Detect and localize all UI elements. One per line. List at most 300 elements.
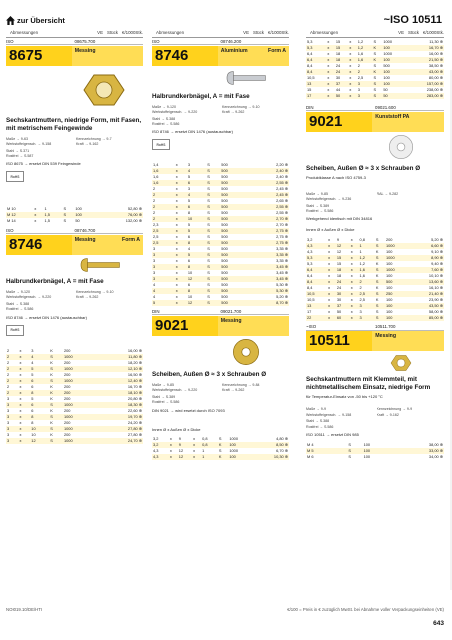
table-cell: x [192, 454, 201, 460]
table-cell: 10 [187, 216, 206, 222]
hex-nut-illustration [74, 70, 134, 110]
table-cell: 2 [152, 192, 175, 198]
table-row[interactable] [152, 300, 289, 306]
table-cell: 3,35 ⊕ [276, 246, 288, 252]
table-cell: 4,3 [307, 248, 313, 254]
table-cell: x [350, 279, 359, 285]
table-cell: x [326, 69, 334, 75]
table-cell: x [350, 308, 353, 314]
home-icon[interactable] [6, 16, 15, 25]
table-cell: 500 [220, 276, 246, 282]
table-cell: 5 [187, 174, 190, 180]
table-cell: 500 [220, 192, 246, 198]
table-cell: x [175, 210, 178, 216]
table-cell: 12,40 ⊕ [95, 378, 143, 384]
table-cell: 2,75 ⊕ [276, 234, 288, 240]
table-cell: 6,4 [306, 267, 327, 273]
table-cell: K [50, 371, 53, 377]
table-cell: 2 [359, 284, 362, 290]
rohs-badge: RoHS [152, 139, 170, 150]
table-cell: S [207, 282, 210, 288]
table-cell: 500 [221, 294, 228, 300]
table-cell: 3,2 [153, 435, 159, 441]
table-cell: 100 [363, 442, 371, 448]
table-cell: 2,40 ⊕ [276, 174, 288, 180]
table-cell: x [18, 426, 30, 432]
table-cell: x [326, 57, 334, 63]
table-cell: S [206, 228, 220, 234]
table-cell: K [375, 248, 379, 254]
product-9021-brass: DIN 09021.700 9021 Messing Scheiben, Außen Ø ≈ 3 x Schrauben Ø Maße → 9-85 Kennzeichnung → 9-84 Werkstoffeigensch. → 9-220 Kraft → 9-262 Stahl → S.389 Rostfrei → S.586 DIN 9021 → wird ersetzt durch ISO 7093 Innen Ø x Außen Ø x Dicke 3,2 x 9 x 0,8 S 1000 4,80 ⊕ 3,2 x 9 x 0,8 K 100 8,50 ⊕ 4,3 x 12 x 1 S 1000 6,70 ⊕ 4,3 x 12 x 1 K 100 10,30 ⊕ [152, 309, 288, 459]
product-9021-plastic: DIN 09021.600 9021 Kunststoff PA Scheiben, Außen Ø ≈ 3 x Schrauben Ø Produktklasse A nach ISO 4759-3 Maße → 9-85 RAL → 9-282 Werkstoffeigensch. → 9-236 Stahl → S.389 Rostfrei → S.586 Werkgehend identisch mit DIN 34816 Innen Ø x Außen Ø x Dicke 3,2 x 9 x 0,8 S 200 5,20 ⊕ 4,3 x 12 x 1 S 1000 6,60 ⊕ 4,3 x 12 x 1 K 100 9,10 ⊕ 5,3 x 15 x 1,2 S 1000 8,90 ⊕ 5,3 x 15 x 1,2 K 100 9,40 ⊕ 6,4 x 18 x 1,6 S 1000 7,60 ⊕ 6,4 x 18 x 1,6 K 100 10,10 ⊕ 8,4 x 24 x 2 S 500 13,60 ⊕ 8,4 x 24 x 2 K 100 16,10 ⊕ 10,5 x 30 x 2,5 S 250 21,40 ⊕ 10,5 x 30 x 2,5 K 100 23,90 ⊕ 13 x 37 x 3 S 100 43,50 ⊕ 17 x 50 x 3 S 100 58,00 ⊕ 22 x 60 x 3 S 100 85,00 ⊕ [306, 104, 443, 320]
table-cell: 80,00 ⊕ [428, 75, 443, 80]
table-cell: 2,20 ⊕ [276, 162, 288, 168]
table-cell: 3 [153, 270, 156, 276]
table-cell: 4 [153, 282, 156, 288]
table-row[interactable] [6, 438, 143, 444]
table-cell: 9 [178, 435, 181, 441]
size-table [6, 206, 143, 224]
table-cell: x [350, 248, 353, 254]
table-cell: x [350, 260, 353, 266]
table-cell: x [175, 252, 187, 258]
table-cell: 44 [335, 87, 341, 92]
table-cell: 5,3 [307, 260, 313, 266]
table-cell: 1,5 [43, 212, 62, 218]
product-banner[interactable]: 9021 Kunststoff PA [306, 112, 444, 132]
table-cell: 2 [6, 378, 18, 384]
table-cell: 4,80 ⊕ [276, 435, 288, 441]
table-cell: x [175, 168, 187, 174]
table-cell: K [218, 454, 228, 460]
column-2: Abmessungen VE Stück €/1000Stk. ISO 08746.200 8746 Aluminium Form A Halbrundkerbnägel, A = mit Fase Maße → 9-120 Kennzeichnung → 9-10 Werkstoffeigensch. → 9-220 Kraft → 9-262 Stahl → S.388 Rostfrei → S.586 ISO 8746 → ersetzt DIN 1476 (austauschbar) RoHS 1,4 x 3 S 500 2,20 ⊕ 1,6 x 4 S 500 2,40 ⊕ 1,6 x 5 S 500 2,40 ⊕ 1,6 x 6 S 500 2,55 ⊕ 2 x 3 S 500 2,45 ⊕ 2 x 4 S 500 2,45 ⊕ 2 x 5 S 500 2,65 ⊕ 2 x 6 S 500 2,55 ⊕ 2 x 8 S 500 2,55 ⊕ 2 x 10 S 500 2,70 ⊕ 2,3 x 5 S 500 2,70 ⊕ 2,5 x 5 S 500 2,75 ⊕ 2,5 x 6 S 500 2,75 ⊕ 2,5 x 8 S 500 2,75 ⊕ 3 x 4 S 500 3,35 ⊕ 3 x 5 S 500 3,35 ⊕ 3 x 6 S 500 3,35 ⊕ 3 x 8 S 500 3,45 ⊕ 3 x 10 S 500 3,45 ⊕ 3 x 12 S 500 3,45 ⊕ 4 x 6 S 500 5,30 ⊕ 4 x 8 S 500 5,30 ⊕ 4 x 10 S 500 5,20 ⊕ 5 x 12 S 500 8,70 ⊕ DIN 09021.700 9021 Messing Scheiben, Außen Ø ≈ 3 x Schrauben Ø Maße → 9-85 Kennzeichnung → 9-84 Werkstoffeigensch. → 9-220 Kraft → 9-262 Stahl → S.389 Rostfrei → S.586 DIN 9021 → wird ersetzt durch ISO 7093 Innen Ø x Außen Ø x Dicke 3,2 x 9 x 0,8 S 1000 4,80 ⊕ 3,2 x 9 x 0,8 K 100 8,50 ⊕ 4,3 x 12 x 1 S 1000 6,70 ⊕ 4,3 x 12 x 1 K 100 10,30 ⊕ [152, 30, 289, 459]
table-cell: x [327, 39, 330, 44]
table-cell: 3 [7, 395, 10, 401]
table-cell: x [326, 45, 334, 51]
table-cell: S [218, 447, 222, 453]
table-cell: x [175, 216, 187, 222]
table-cell: S [63, 212, 75, 218]
table-cell: x [18, 378, 30, 384]
table-cell: x [19, 395, 22, 401]
table-cell: 1000 [385, 255, 408, 261]
table-cell: K [373, 45, 383, 51]
table-cell: x [327, 303, 336, 309]
table-cell: 3 [6, 402, 18, 408]
table-cell: 3,45 ⊕ [276, 270, 288, 276]
table-cell: 3 [31, 347, 34, 353]
table-cell: 6 [31, 407, 34, 413]
size-table [152, 162, 289, 306]
table-cell: 1 [201, 454, 218, 460]
table-cell: M 12 [6, 212, 33, 218]
table-cell: 3,35 ⊕ [276, 258, 288, 264]
table-cell: K [375, 296, 379, 302]
rohs-badge: RoHS [6, 171, 24, 182]
table-cell: S [375, 279, 385, 285]
table-cell: 1 [359, 248, 362, 254]
table-cell: 100 [385, 272, 393, 278]
table-cell: x [327, 267, 336, 273]
table-cell: 6 [31, 383, 34, 389]
table-cell: 4 [153, 294, 156, 300]
table-cell: 1000 [383, 51, 393, 56]
table-cell: 43,00 ⊕ [405, 69, 444, 75]
table-cell: 500 [221, 186, 228, 192]
page-number: 643 [433, 620, 444, 627]
table-cell: K [375, 284, 379, 290]
table-cell: x [18, 414, 30, 420]
table-cell: x [175, 240, 187, 246]
table-cell: x [350, 267, 359, 273]
table-cell: x [326, 81, 334, 87]
table-cell: 200 [63, 383, 71, 389]
product-8675: ISO 08675.700 8675 Messing Sechskantmuttern, niedrige Form, mit Fasen, mit metrischem Feingewinde Maße → 9-63 Kennzeichnung → 9-7 Werkstoffeigensch. → 9-158 Kraft → 9-162 Stahl → S.371 Rostfrei → S.587 ISO 8675 → ersetzt DIN 539 Feingewinde RoHS M 10 x 1 S 100 52,80 ⊕ M 12 x 1,5 S 100 76,00 ⊕ M 14 x 1,5 S 50 132,00 ⊕ [6, 38, 142, 224]
table-cell: K [50, 431, 53, 437]
table-cell: x [175, 300, 187, 306]
table-cell: 2 [7, 383, 10, 389]
table-cell: 238,00 ⊕ [426, 87, 443, 92]
table-cell: S [206, 168, 220, 174]
table-cell: 100 [75, 206, 82, 212]
table-cell: x [327, 63, 330, 68]
table-cell: 1,6 [359, 272, 365, 278]
table-cell: 10,5 [307, 296, 315, 302]
table-cell: 6,70 ⊕ [276, 447, 288, 453]
table-cell: 1000 [229, 447, 238, 453]
table-cell: S [207, 198, 210, 204]
size-table [306, 442, 444, 460]
table-cell: 100 [74, 212, 96, 218]
table-cell: x [326, 93, 334, 99]
table-cell: S [206, 288, 220, 294]
table-cell: 18,30 ⊕ [95, 402, 143, 408]
table-cell: S [348, 454, 351, 460]
table-cell: 12 [187, 276, 206, 282]
table-cell: 21,40 ⊕ [408, 291, 444, 297]
table-cell: 2,65 ⊕ [276, 198, 288, 204]
table-cell: 3 [187, 162, 190, 168]
table-cell: 500 [221, 210, 228, 216]
table-cell: x [169, 454, 178, 460]
table-cell: S [347, 448, 362, 454]
table-cell: S [375, 243, 385, 249]
table-cell: 2,55 ⊕ [246, 180, 289, 186]
table-cell: 8 [187, 210, 190, 216]
table-cell: 24 [335, 63, 341, 68]
table-cell: 1,5 [44, 218, 50, 224]
table-cell: S [207, 210, 210, 216]
table-cell: 24 [336, 279, 350, 285]
table-cell: x [33, 212, 43, 218]
product-id-row: ISO 08675.700 [6, 39, 143, 45]
table-cell: 58,00 ⊕ [428, 308, 443, 314]
table-cell: x [328, 236, 331, 242]
table-cell: 500 [221, 246, 228, 252]
table-cell: 10,10 ⊕ [428, 272, 443, 278]
footer-code: NOI019.10/DE/HTI [6, 607, 43, 612]
table-cell: 6,4 [306, 57, 326, 63]
product-banner[interactable]: 8746 Aluminium Form A [152, 46, 289, 66]
table-cell: M 5 [306, 448, 334, 454]
table-cell: S [206, 180, 220, 186]
table-cell: 21,50 ⊕ [405, 57, 444, 63]
table-cell: 100 [363, 448, 391, 454]
table-cell: 2 [6, 354, 18, 360]
table-cell: 13 [306, 303, 327, 309]
table-cell: x [350, 291, 359, 297]
table-cell: S [207, 162, 210, 168]
size-table [306, 39, 444, 99]
table-cell: K [50, 359, 53, 365]
table-cell: 8,90 ⊕ [408, 255, 444, 261]
table-cell: x [19, 359, 22, 365]
table-cell: 200 [63, 347, 71, 353]
table-cell: S [373, 51, 377, 56]
table-cell: 200 [63, 419, 71, 425]
table-cell: 500 [220, 180, 246, 186]
table-cell: S [218, 435, 222, 441]
table-cell: x [350, 255, 359, 261]
table-cell: 3 [152, 276, 175, 282]
table-cell: x [34, 206, 37, 212]
table-cell: 2 [152, 204, 175, 210]
table-cell: K [49, 390, 63, 396]
table-cell: 3,45 ⊕ [246, 264, 289, 270]
product-banner[interactable]: 8746 Messing Form A [6, 235, 143, 255]
table-cell: 50 [383, 87, 388, 92]
table-cell: x [18, 366, 30, 372]
table-cell: x [19, 383, 22, 389]
table-cell: 15 [335, 39, 341, 44]
table-cell: x [328, 248, 331, 254]
table-cell: 100 [385, 296, 393, 302]
table-cell: K [375, 260, 379, 266]
product-banner[interactable]: 8675 Messing [6, 46, 143, 66]
table-cell: 100 [385, 303, 408, 309]
table-cell: x [327, 51, 330, 56]
table-cell: 2 [6, 366, 18, 372]
table-cell: 3 [153, 246, 156, 252]
table-cell: 1,2 [359, 260, 365, 266]
table-cell: 8,50 ⊕ [253, 442, 290, 448]
table-cell: 3,45 ⊕ [246, 276, 289, 282]
table-row[interactable] [306, 93, 444, 99]
table-cell: 8 [30, 414, 49, 420]
back-to-overview-link[interactable]: zur Übersicht [17, 16, 65, 25]
table-cell: 2 [357, 69, 373, 75]
table-cell: S [206, 204, 220, 210]
table-cell: 9,40 ⊕ [431, 260, 443, 266]
table-cell: S [375, 291, 385, 297]
table-cell: 5 [31, 371, 34, 377]
table-cell: S [373, 63, 377, 68]
table-cell: x [175, 180, 187, 186]
table-cell: S [207, 246, 210, 252]
table-cell: K [375, 272, 379, 278]
table-cell: K [50, 383, 53, 389]
table-cell: 3 [152, 252, 175, 258]
table-cell: M 14 [7, 218, 16, 224]
table-cell: 15 [335, 45, 348, 51]
table-cell: 8 [31, 419, 34, 425]
table-cell: 10 [31, 431, 36, 437]
table-cell: 100 [385, 315, 408, 321]
table-cell: K [50, 407, 53, 413]
table-cell: 24,70 ⊕ [95, 438, 143, 444]
product-refs: Maße → 9-63 Kennzeichnung → 9-7 Werkstoffeigensch. → 9-158 Kraft → 9-162 [6, 136, 112, 147]
table-cell: 4,3 [152, 454, 169, 460]
product-image [6, 66, 143, 114]
table-cell: x [350, 236, 353, 242]
table-cell: x [18, 354, 30, 360]
table-cell: S [206, 264, 220, 270]
table-cell: 1000 [63, 438, 95, 444]
table-cell: 0,8 [359, 236, 365, 242]
table-cell: 16,50 ⊕ [127, 371, 142, 377]
table-cell: 2,70 ⊕ [246, 216, 289, 222]
table-cell: 1 [44, 206, 47, 212]
table-cell: 100 [382, 69, 405, 75]
table-cell: 500 [221, 282, 228, 288]
table-cell: 5,3 [307, 39, 313, 44]
table-cell: 200 [63, 431, 71, 437]
washer-illustration [232, 338, 260, 366]
table-cell: 8,4 [307, 63, 313, 68]
table-cell: 4 [31, 359, 34, 365]
table-cell: S [49, 438, 63, 444]
table-cell: 500 [220, 240, 246, 246]
footer-price-note: €/100 = Preis in € zuzüglich MwSt. bei Abnahme voller Verpackungseinheiten (VE) [287, 607, 444, 612]
table-cell: 3 [6, 426, 18, 432]
table-cell: S [49, 354, 63, 360]
table-cell: x [348, 93, 356, 99]
table-row[interactable] [306, 454, 444, 460]
table-cell: 15 [336, 255, 350, 261]
table-cell: 1,6 [357, 57, 373, 63]
table-cell: 27,80 ⊕ [95, 426, 143, 432]
table-cell: x [175, 270, 178, 276]
product-banner[interactable]: 9021 Messing [152, 316, 289, 336]
table-cell: x [328, 272, 331, 278]
table-row[interactable] [152, 454, 289, 460]
table-cell: 5,30 ⊕ [246, 288, 289, 294]
table-cell: x [349, 87, 352, 92]
table-cell: 5 [187, 228, 206, 234]
table-cell: 24 [336, 284, 342, 290]
column-1 [6, 30, 143, 605]
table-cell: 5 [187, 252, 206, 258]
table-cell: 3 [7, 407, 10, 413]
table-cell: 5 [30, 366, 49, 372]
table-cell: 5 [187, 222, 190, 228]
table-cell: 500 [220, 204, 246, 210]
table-cell: 6 [187, 204, 206, 210]
table-cell: 500 [220, 288, 246, 294]
table-cell: x [327, 279, 336, 285]
table-cell: M 6 [307, 454, 314, 460]
table-cell: 4,3 [153, 447, 159, 453]
table-cell: 30 [335, 75, 341, 80]
table-cell: 38,50 ⊕ [428, 63, 443, 68]
table-cell: M 10 [7, 206, 16, 212]
table-cell: S [206, 192, 220, 198]
table-cell: 1 [202, 447, 205, 453]
table-cell: 100 [385, 308, 393, 314]
table-cell: 8,70 ⊕ [246, 300, 289, 306]
table-cell: 100 [383, 75, 390, 80]
table-cell: x [19, 431, 22, 437]
table-cell: S [207, 186, 210, 192]
table-cell: 500 [220, 228, 246, 234]
table-cell: 2,45 ⊕ [246, 192, 289, 198]
product-banner[interactable]: 10511 Messing [306, 331, 444, 351]
table-cell: K [218, 442, 228, 448]
table-cell: 6 [187, 180, 206, 186]
table-cell: 500 [221, 162, 228, 168]
table-cell: 5,3 [306, 255, 327, 261]
table-cell: 2,5 [357, 75, 364, 80]
table-cell: 17 [307, 308, 312, 314]
table-cell: 20,80 ⊕ [127, 395, 142, 401]
table-cell: S [207, 234, 210, 240]
table-cell: 1000 [385, 243, 408, 249]
table-cell: M 4 [307, 442, 314, 448]
table-cell: 500 [220, 264, 246, 270]
table-cell: x [175, 222, 178, 228]
table-cell: S [63, 218, 67, 224]
table-cell: x [175, 174, 178, 180]
table-cell: 5,20 ⊕ [431, 236, 443, 242]
table-cell: x [175, 162, 178, 168]
grooved-pin-illustration [76, 257, 126, 273]
table-cell: 1,2 [358, 255, 374, 261]
table-cell: 2 [358, 279, 374, 285]
table-cell: 1 [358, 243, 374, 249]
table-cell: 13,60 ⊕ [408, 279, 444, 285]
table-cell: 5 [152, 300, 175, 306]
table-cell: 4 [152, 288, 175, 294]
table-cell: 37 [335, 81, 348, 87]
table-cell: x [175, 204, 187, 210]
table-cell: x [175, 294, 178, 300]
table-cell: 3 [357, 81, 373, 87]
table-cell: 500 [383, 63, 390, 68]
table-cell: x [349, 63, 352, 68]
table-cell: S [49, 426, 63, 432]
table-cell: 22 [306, 315, 327, 321]
table-cell: S [375, 315, 385, 321]
table-cell: x [19, 407, 22, 413]
table-cell: x [328, 308, 331, 314]
table-cell: 3 [358, 303, 374, 309]
table-cell: x [19, 371, 22, 377]
table-cell: x [175, 234, 178, 240]
table-cell: 4,3 [306, 243, 327, 249]
table-cell: S [207, 222, 210, 228]
table-cell: 500 [220, 168, 246, 174]
table-cell: 3 [357, 87, 360, 92]
table-cell: 50 [336, 308, 342, 314]
table-cell: 500 [220, 216, 246, 222]
table-cell: 3,35 ⊕ [246, 252, 289, 258]
table-cell: S [375, 236, 379, 242]
table-cell: K [50, 395, 53, 401]
table-cell: 2 [7, 347, 10, 353]
table-cell: 1000 [63, 414, 95, 420]
table-row[interactable] [6, 218, 143, 224]
table-row[interactable] [306, 315, 444, 321]
